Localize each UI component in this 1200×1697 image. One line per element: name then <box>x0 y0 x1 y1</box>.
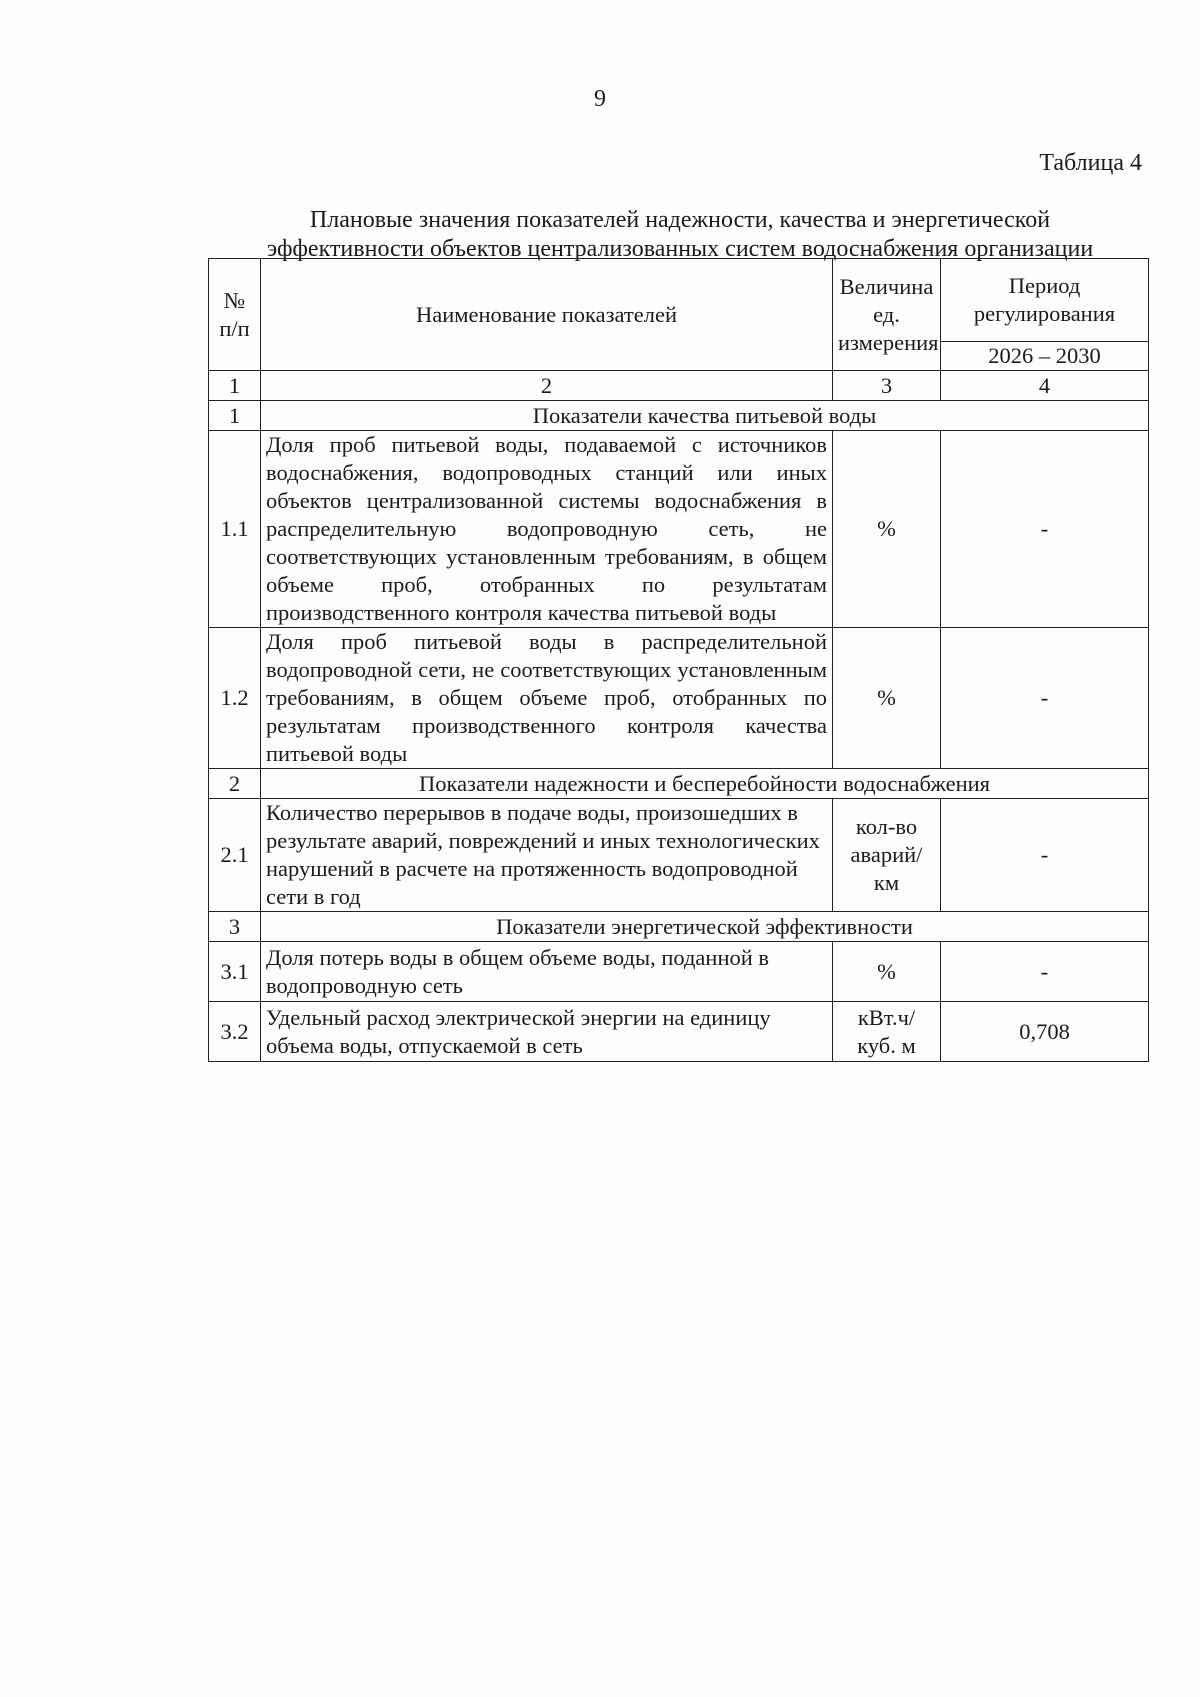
row-unit: % <box>833 431 941 628</box>
row-name: Количество перерывов в подаче воды, произошедших в результате аварий, повреждений и иных технологических нарушений в расчете на протяженность водопроводной сети в год <box>261 799 833 912</box>
table-row <box>209 799 1149 912</box>
table-row <box>209 628 1149 769</box>
table-row <box>209 942 1149 1002</box>
col-number: 4 <box>941 371 1149 401</box>
row-num: 2.1 <box>209 799 261 912</box>
row-name: Доля проб питьевой воды, подаваемой с источников водоснабжения, водопроводных станций или иных объектов централизованной системы водоснабжения в распределительную водопроводную сеть, не соответствующих установленным требованиям, в общем объеме проб, отобранных по результатам производственного контроля качества питьевой воды <box>261 431 833 628</box>
row-unit: % <box>833 628 941 769</box>
header-unit: Величина ед. измерения <box>833 259 941 371</box>
table-caption: Плановые значения показателей надежности, качества и энергетической эффективности объектов централизованных систем водоснабжения организации <box>266 207 1094 262</box>
section-row <box>209 401 1149 431</box>
indicators-table <box>208 258 1149 1062</box>
section-row <box>209 912 1149 942</box>
row-name: Доля потерь воды в общем объеме воды, поданной в водопроводную сеть <box>261 942 833 1002</box>
section-num: 2 <box>209 769 261 799</box>
row-unit: кол-во аварий/ км <box>833 799 941 912</box>
row-value: - <box>941 628 1149 769</box>
header-period: Период регулирования <box>941 259 1149 342</box>
section-row <box>209 769 1149 799</box>
row-num: 1.1 <box>209 431 261 628</box>
table-row <box>209 431 1149 628</box>
row-num: 3.1 <box>209 942 261 1002</box>
table-label: Таблица 4 <box>1039 150 1142 176</box>
section-num: 3 <box>209 912 261 942</box>
col-number: 1 <box>209 371 261 401</box>
row-name: Удельный расход электрической энергии на единицу объема воды, отпускаемой в сеть <box>261 1002 833 1062</box>
table-row <box>209 1002 1149 1062</box>
col-number: 2 <box>261 371 833 401</box>
row-num: 1.2 <box>209 628 261 769</box>
header-name: Наименование показателей <box>261 259 833 371</box>
row-unit: % <box>833 942 941 1002</box>
section-title: Показатели энергетической эффективности <box>261 912 1149 942</box>
row-unit: кВт.ч/ куб. м <box>833 1002 941 1062</box>
row-value: 0,708 <box>941 1002 1149 1062</box>
section-title: Показатели надежности и бесперебойности водоснабжения <box>261 769 1149 799</box>
section-title: Показатели качества питьевой воды <box>261 401 1149 431</box>
row-value: - <box>941 942 1149 1002</box>
row-num: 3.2 <box>209 1002 261 1062</box>
section-num: 1 <box>209 401 261 431</box>
header-period-years: 2026 – 2030 <box>941 342 1149 371</box>
row-name: Доля проб питьевой воды в распределительной водопроводной сети, не соответствующих установленным требованиям, в общем объеме проб, отобранных по результатам производственного контроля качества питьевой воды <box>261 628 833 769</box>
row-value: - <box>941 431 1149 628</box>
header-num: № п/п <box>209 259 261 371</box>
col-number: 3 <box>833 371 941 401</box>
row-value: - <box>941 799 1149 912</box>
page-number: 9 <box>594 86 606 112</box>
